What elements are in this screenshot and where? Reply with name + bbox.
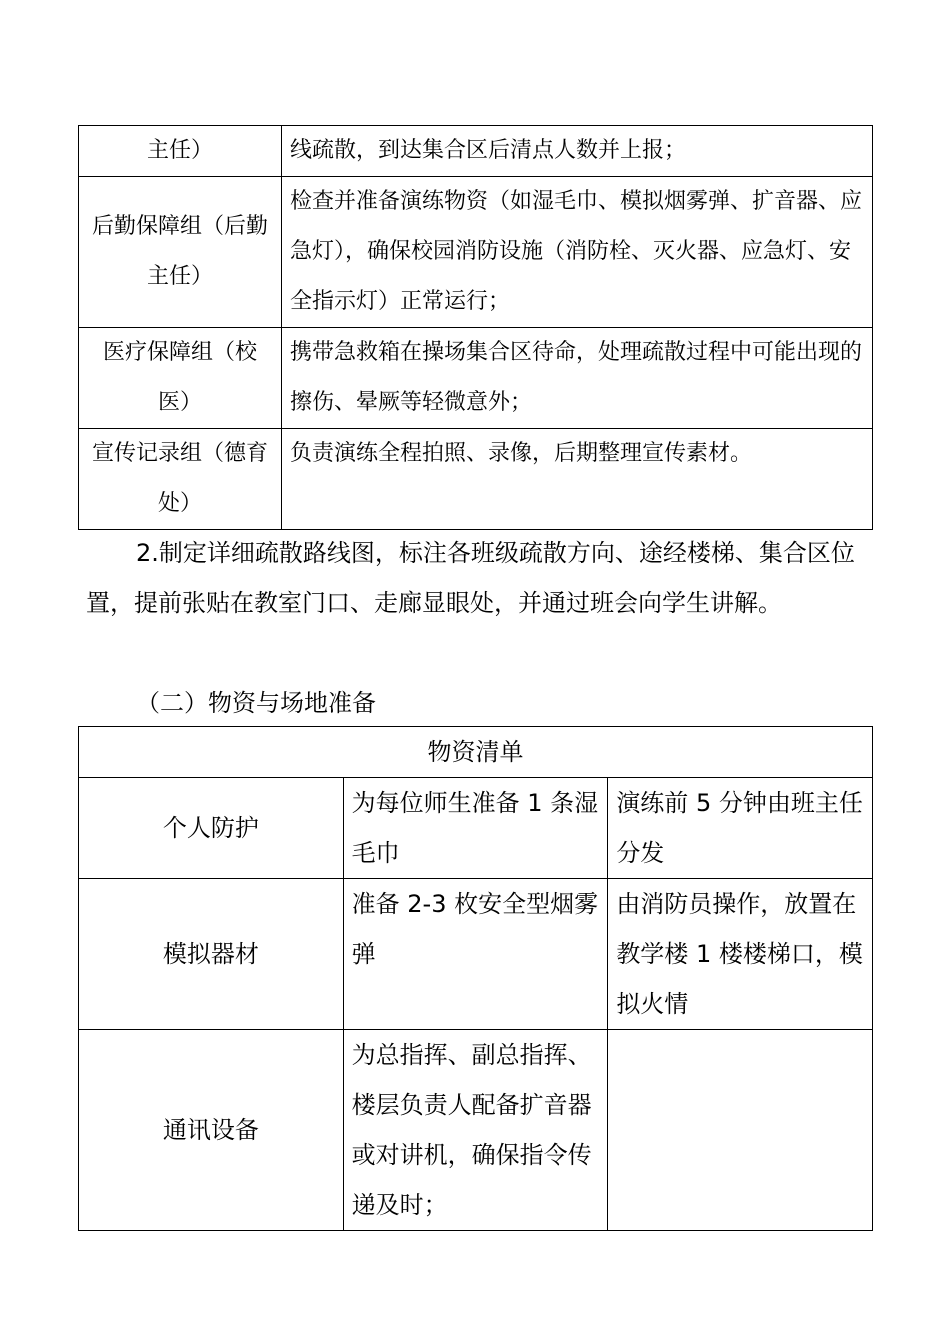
table-row xyxy=(79,879,873,1030)
table-row xyxy=(79,429,873,530)
materials-table xyxy=(78,726,873,1231)
table-row xyxy=(79,328,873,429)
role-cell: 宣传记录组（德育处） xyxy=(79,429,282,530)
table-row xyxy=(79,1030,873,1231)
table-header-row xyxy=(79,727,873,778)
duty-cell: 线疏散，到达集合区后清点人数并上报； xyxy=(282,126,873,177)
category-cell: 通讯设备 xyxy=(79,1030,344,1231)
table-row xyxy=(79,778,873,879)
duty-cell: 携带急救箱在操场集合区待命，处理疏散过程中可能出现的擦伤、晕厥等轻微意外； xyxy=(282,328,873,429)
duty-cell: 检查并准备演练物资（如湿毛巾、模拟烟雾弹、扩音器、应急灯），确保校园消防设施（消防栓、灭火器、应急灯、安全指示灯）正常运行； xyxy=(282,177,873,328)
category-cell: 模拟器材 xyxy=(79,879,344,1030)
materials-table-title: 物资清单 xyxy=(79,727,873,778)
roles-table xyxy=(78,125,873,530)
role-cell: 主任） xyxy=(79,126,282,177)
description-cell: 为每位师生准备 1 条湿毛巾 xyxy=(343,778,608,879)
role-cell: 后勤保障组（后勤主任） xyxy=(79,177,282,328)
description-cell: 准备 2-3 枚安全型烟雾弹 xyxy=(343,879,608,1030)
section-heading: （二）物资与场地准备 xyxy=(136,689,376,717)
description-cell: 为总指挥、副总指挥、楼层负责人配备扩音器或对讲机，确保指令传递及时； xyxy=(343,1030,608,1231)
evacuation-route-paragraph: 2.制定详细疏散路线图，标注各班级疏散方向、途经楼梯、集合区位置，提前张贴在教室门口、走廊显眼处，并通过班会向学生讲解。 xyxy=(86,539,855,617)
category-cell: 个人防护 xyxy=(79,778,344,879)
note-cell xyxy=(608,1030,873,1231)
duty-cell: 负责演练全程拍照、录像，后期整理宣传素材。 xyxy=(282,429,873,530)
note-cell: 演练前 5 分钟由班主任分发 xyxy=(608,778,873,879)
table-row xyxy=(79,177,873,328)
role-cell: 医疗保障组（校医） xyxy=(79,328,282,429)
note-cell: 由消防员操作，放置在教学楼 1 楼楼梯口，模拟火情 xyxy=(608,879,873,1030)
table-row xyxy=(79,126,873,177)
